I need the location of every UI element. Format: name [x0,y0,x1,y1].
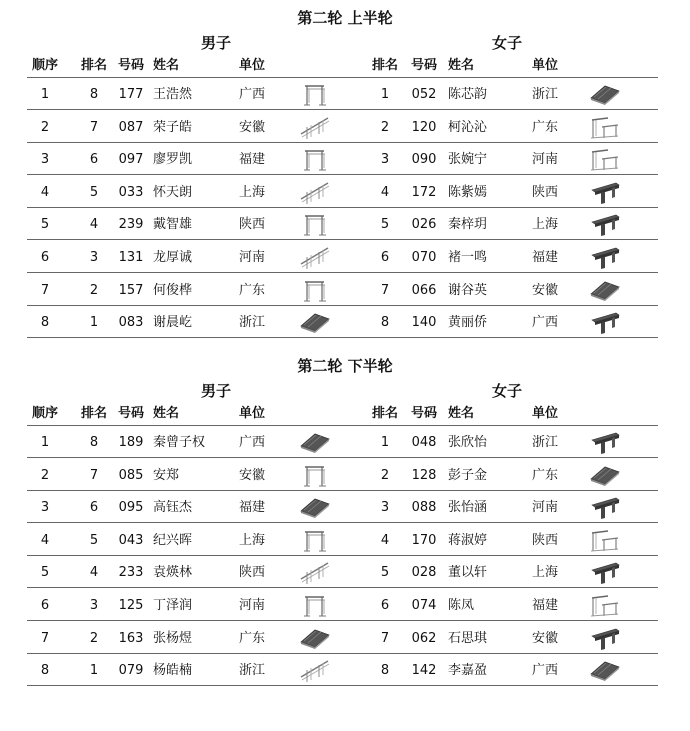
men-number-cell: 097 [118,152,144,168]
men-label: 男子 [201,382,232,400]
men-unit-cell: 陕西 [239,217,266,233]
women-unit-cell: 浙江 [532,87,559,102]
men-number-cell: 157 [118,282,144,298]
header-men-unit: 单位 [239,406,266,421]
women-apparatus-beam-icon [588,179,622,205]
table-row [0,524,690,556]
round-title: 第二轮 上半轮 [297,9,393,27]
men-unit-cell: 陕西 [239,565,266,581]
round-title: 第二轮 下半轮 [297,357,393,375]
men-name-cell: 安郑 [153,467,180,483]
men-number-cell: 125 [118,598,144,613]
women-number-cell: 170 [411,532,437,548]
men-rank-cell: 7 [89,467,99,483]
men-unit-cell: 浙江 [239,315,266,331]
men-name-cell: 王浩然 [153,87,193,102]
upper-half-section [0,8,690,348]
women-unit-cell: 广东 [532,119,559,135]
women-unit-cell: 广东 [532,467,559,483]
women-unit-cell: 广西 [532,315,559,331]
header-men-rank: 排名 [80,406,107,421]
men-number-cell: 033 [118,184,144,200]
women-apparatus-uneven-bars-icon [588,592,622,618]
men-name-cell: 高钰杰 [153,500,193,516]
table-row [0,241,690,273]
header-men-number: 号码 [117,406,144,421]
women-unit-cell: 福建 [532,598,559,613]
header-women-rank: 排名 [371,58,398,73]
men-unit-cell: 河南 [239,598,266,613]
men-unit-cell: 广西 [239,87,266,102]
men-name-cell: 纪兴晖 [153,532,193,548]
order-cell: 6 [40,250,50,265]
order-cell: 1 [40,87,50,102]
women-unit-cell: 河南 [532,500,559,516]
women-rank-cell: 2 [380,467,390,483]
women-apparatus-beam-icon [588,429,622,455]
women-apparatus-uneven-bars-icon [588,146,622,172]
men-name-cell: 袁煐林 [153,565,193,581]
men-apparatus-parallel-bars-icon [298,527,332,553]
men-rank-cell: 4 [89,217,99,233]
men-rank-cell: 7 [89,119,99,135]
men-rank-cell: 1 [89,663,99,679]
men-number-cell: 085 [118,467,144,483]
women-name-cell: 李嘉盈 [448,663,488,679]
men-apparatus-parallel-bars-icon [298,277,332,303]
men-number-cell: 079 [118,663,144,679]
men-rank-cell: 4 [89,565,99,581]
men-apparatus-horizontal-bar-icon [298,657,332,683]
women-rank-cell: 4 [380,532,390,548]
men-apparatus-floor-icon [298,625,332,651]
men-apparatus-horizontal-bar-icon [298,559,332,585]
order-cell: 1 [40,435,50,450]
women-rank-cell: 1 [380,435,390,450]
women-name-cell: 黄丽侨 [448,315,488,331]
women-rank-cell: 2 [380,119,390,135]
header-women-unit: 单位 [532,406,559,421]
women-number-cell: 052 [411,87,437,102]
men-rank-cell: 8 [89,435,99,450]
men-rank-cell: 3 [89,598,99,613]
women-number-cell: 090 [411,152,437,168]
women-unit-cell: 陕西 [532,184,559,200]
header-women-number: 号码 [410,406,437,421]
table-row [0,589,690,621]
women-number-cell: 066 [411,282,437,298]
women-number-cell: 172 [411,184,437,200]
women-apparatus-beam-icon [588,559,622,585]
table-row [0,556,690,588]
men-unit-cell: 广西 [239,435,266,450]
men-number-cell: 087 [118,119,144,135]
men-name-cell: 龙厚诚 [153,250,193,265]
men-apparatus-parallel-bars-icon [298,462,332,488]
men-apparatus-parallel-bars-icon [298,146,332,172]
men-name-cell: 杨皓楠 [153,663,193,679]
table-row [0,622,690,654]
women-rank-cell: 7 [380,282,390,298]
order-cell: 5 [40,565,50,581]
header-men-unit: 单位 [239,58,266,73]
women-apparatus-uneven-bars-icon [588,527,622,553]
women-unit-cell: 安徽 [532,282,559,298]
men-name-cell: 廖罗凯 [153,152,193,168]
men-rank-cell: 8 [89,87,99,102]
men-number-cell: 095 [118,500,144,516]
men-name-cell: 秦曾子权 [153,435,206,450]
women-rank-cell: 3 [380,152,390,168]
women-apparatus-beam-icon [588,211,622,237]
men-rank-cell: 1 [89,315,99,331]
order-cell: 3 [40,152,50,168]
women-number-cell: 128 [411,467,437,483]
order-cell: 2 [40,467,50,483]
women-rank-cell: 6 [380,250,390,265]
header-men-number: 号码 [117,58,144,73]
men-apparatus-horizontal-bar-icon [298,244,332,270]
men-name-cell: 怀天朗 [153,184,193,200]
men-name-cell: 何俊桦 [153,282,193,298]
header-order: 顺序 [31,406,58,421]
table-row [0,426,690,458]
table-row [0,143,690,175]
women-label: 女子 [492,34,523,52]
men-number-cell: 043 [118,532,144,548]
women-unit-cell: 浙江 [532,435,559,450]
women-number-cell: 074 [411,598,437,613]
men-number-cell: 189 [118,435,144,450]
men-apparatus-floor-icon [298,429,332,455]
women-number-cell: 142 [411,663,437,679]
women-number-cell: 048 [411,435,437,450]
order-cell: 8 [40,315,50,331]
women-number-cell: 120 [411,119,437,135]
men-number-cell: 163 [118,630,144,646]
men-unit-cell: 浙江 [239,663,266,679]
women-unit-cell: 陕西 [532,532,559,548]
table-row [0,78,690,110]
women-apparatus-uneven-bars-icon [588,114,622,140]
table-row [0,654,690,686]
women-rank-cell: 5 [380,217,390,233]
women-name-cell: 秦梓玥 [448,217,488,233]
men-rank-cell: 6 [89,500,99,516]
men-apparatus-horizontal-bar-icon [298,179,332,205]
women-apparatus-beam-icon [588,244,622,270]
women-rank-cell: 8 [380,315,390,331]
women-apparatus-floor-icon [588,81,622,107]
men-apparatus-parallel-bars-icon [298,81,332,107]
order-cell: 8 [40,663,50,679]
men-name-cell: 张杨煜 [153,630,193,646]
men-number-cell: 083 [118,315,144,331]
women-name-cell: 柯沁沁 [448,119,488,135]
women-apparatus-beam-icon [588,309,622,335]
women-number-cell: 062 [411,630,437,646]
men-label: 男子 [201,34,232,52]
men-rank-cell: 2 [89,630,99,646]
header-men-rank: 排名 [80,58,107,73]
women-rank-cell: 7 [380,630,390,646]
men-apparatus-parallel-bars-icon [298,592,332,618]
order-cell: 4 [40,184,50,200]
header-women-unit: 单位 [532,58,559,73]
women-name-cell: 董以轩 [448,565,488,581]
row-rule [27,685,658,686]
header-women-name: 姓名 [448,406,475,421]
women-name-cell: 褚一鸣 [448,250,488,265]
women-unit-cell: 河南 [532,152,559,168]
women-number-cell: 140 [411,315,437,331]
women-name-cell: 张欣怡 [448,435,488,450]
table-row [0,176,690,208]
order-cell: 7 [40,282,50,298]
women-label: 女子 [492,382,523,400]
women-apparatus-floor-icon [588,277,622,303]
men-number-cell: 233 [118,565,144,581]
men-unit-cell: 河南 [239,250,266,265]
women-rank-cell: 8 [380,663,390,679]
men-apparatus-floor-icon [298,494,332,520]
header-women-name: 姓名 [448,58,475,73]
header-women-rank: 排名 [371,406,398,421]
women-name-cell: 陈芯韵 [448,87,488,102]
women-unit-cell: 安徽 [532,630,559,646]
women-rank-cell: 1 [380,87,390,102]
table-row [0,491,690,523]
table-row [0,208,690,240]
women-rank-cell: 6 [380,598,390,613]
women-name-cell: 蒋淑婷 [448,532,488,548]
table-row [0,274,690,306]
order-cell: 6 [40,598,50,613]
women-rank-cell: 3 [380,500,390,516]
men-unit-cell: 广东 [239,630,266,646]
men-number-cell: 131 [118,250,144,265]
men-rank-cell: 5 [89,532,99,548]
men-unit-cell: 福建 [239,152,266,168]
men-name-cell: 戴智雄 [153,217,193,233]
order-cell: 5 [40,217,50,233]
women-rank-cell: 5 [380,565,390,581]
women-name-cell: 张婉宁 [448,152,488,168]
lower-half-section [0,356,690,696]
men-name-cell: 荣子皓 [153,119,193,135]
men-unit-cell: 上海 [239,532,266,548]
women-number-cell: 070 [411,250,437,265]
women-unit-cell: 广西 [532,663,559,679]
men-unit-cell: 福建 [239,500,266,516]
women-apparatus-beam-icon [588,625,622,651]
men-unit-cell: 广东 [239,282,266,298]
women-number-cell: 028 [411,565,437,581]
table-row [0,111,690,143]
men-apparatus-floor-icon [298,309,332,335]
order-cell: 2 [40,119,50,135]
women-apparatus-floor-icon [588,657,622,683]
women-name-cell: 彭子金 [448,467,488,483]
order-cell: 4 [40,532,50,548]
men-unit-cell: 安徽 [239,119,266,135]
women-name-cell: 石思琪 [448,630,488,646]
row-rule [27,337,658,338]
men-unit-cell: 上海 [239,184,266,200]
men-apparatus-parallel-bars-icon [298,211,332,237]
table-row [0,306,690,338]
men-rank-cell: 6 [89,152,99,168]
men-unit-cell: 安徽 [239,467,266,483]
women-number-cell: 026 [411,217,437,233]
men-name-cell: 谢晨屹 [153,315,193,331]
women-number-cell: 088 [411,500,437,516]
women-apparatus-beam-icon [588,494,622,520]
women-name-cell: 陈凤 [448,598,475,613]
women-name-cell: 谢谷英 [448,282,488,298]
men-number-cell: 239 [118,217,144,233]
men-name-cell: 丁泽润 [153,598,193,613]
women-rank-cell: 4 [380,184,390,200]
women-name-cell: 张怡涵 [448,500,488,516]
table-row [0,459,690,491]
order-cell: 7 [40,630,50,646]
women-unit-cell: 福建 [532,250,559,265]
women-name-cell: 陈紫嫣 [448,184,488,200]
men-apparatus-horizontal-bar-icon [298,114,332,140]
women-apparatus-floor-icon [588,462,622,488]
women-unit-cell: 上海 [532,217,559,233]
header-men-name: 姓名 [153,58,180,73]
men-rank-cell: 3 [89,250,99,265]
order-cell: 3 [40,500,50,516]
women-unit-cell: 上海 [532,565,559,581]
men-rank-cell: 5 [89,184,99,200]
men-rank-cell: 2 [89,282,99,298]
header-order: 顺序 [31,58,58,73]
header-men-name: 姓名 [153,406,180,421]
header-women-number: 号码 [410,58,437,73]
men-number-cell: 177 [118,87,144,102]
